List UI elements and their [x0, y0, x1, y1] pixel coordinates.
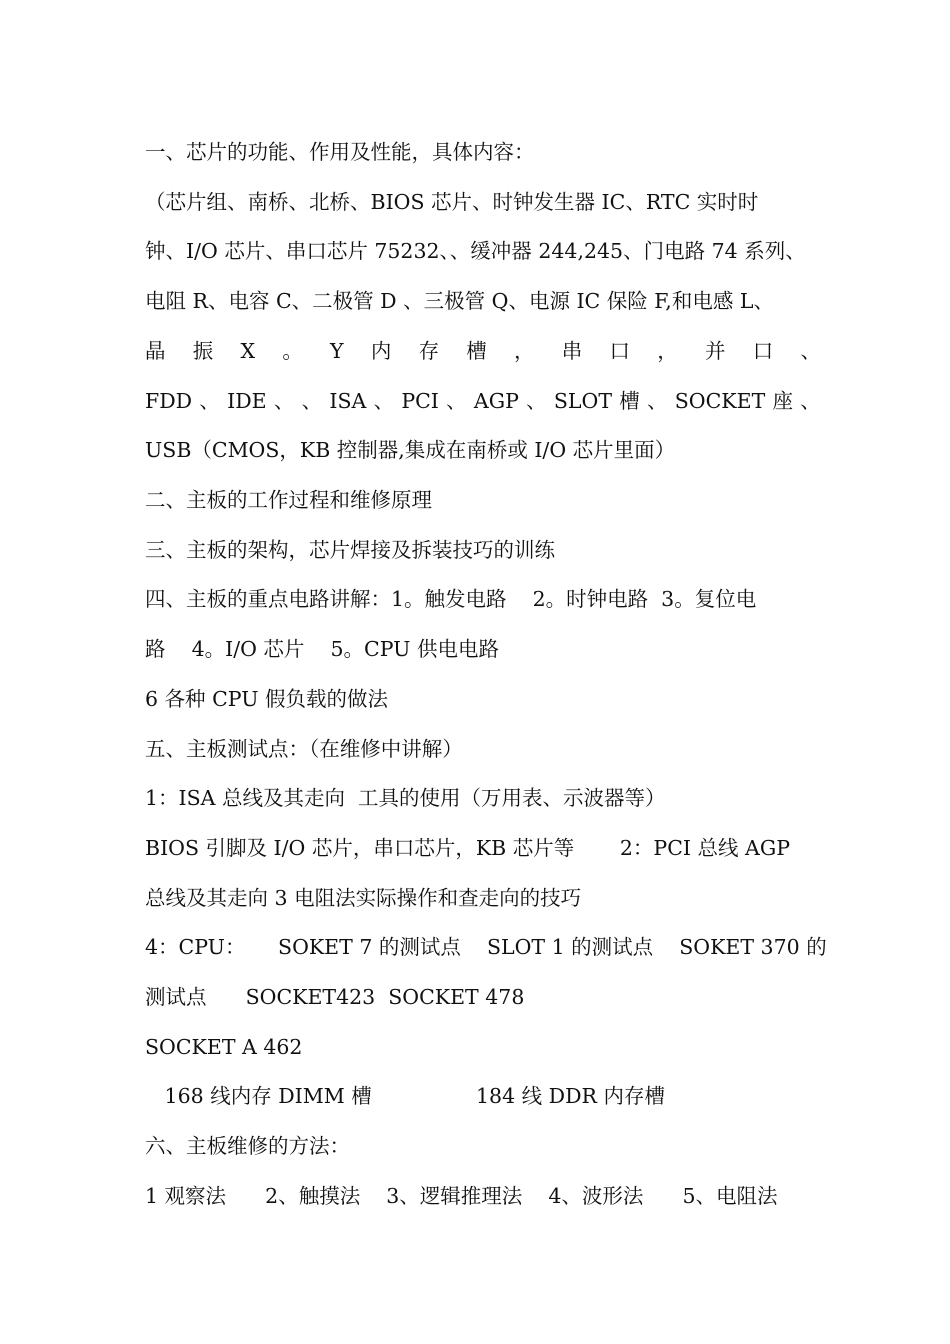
token: 、 [301, 389, 323, 413]
text-line: 总线及其走向 3 电阻法实际操作和查走向的技巧 [145, 886, 582, 910]
token: 晶 [145, 339, 166, 363]
token: FDD [145, 389, 193, 413]
token: 座 [772, 389, 794, 413]
token: SLOT [553, 389, 613, 413]
token: 内 [370, 339, 392, 363]
justified-line-6 [145, 387, 821, 415]
token: 、 [526, 389, 547, 413]
text-line: 1 观察法 2、触摸法 3、逻辑推理法 4、波形法 5、电阻法 [145, 1184, 778, 1208]
text-line: 6 各种 CPU 假负载的做法 [145, 687, 388, 711]
token: 槽 [619, 389, 640, 413]
token: 振 [192, 339, 214, 363]
token: 槽 [466, 339, 487, 363]
section-3-heading: 三、主板的架构，芯片焊接及拆装技巧的训练 [145, 538, 555, 562]
section-6-heading: 六、主板维修的方法： [145, 1134, 350, 1158]
token: AGP [473, 389, 519, 413]
section-5-heading: 五、主板测试点：（在维修中讲解） [145, 737, 463, 761]
section-2-heading: 二、主板的工作过程和维修原理 [145, 488, 432, 512]
token: 、 [800, 339, 821, 363]
section-4-heading: 四、主板的重点电路讲解：1。触发电路 2。时钟电路 3。复位电 [145, 587, 757, 611]
token: 、 [373, 389, 395, 413]
justified-line-5 [145, 337, 821, 365]
token: ， [514, 339, 535, 363]
text-line: SOCKET A 462 [145, 1035, 303, 1059]
token: PCI [401, 389, 439, 413]
token: X [240, 339, 256, 363]
token: ， [657, 339, 678, 363]
token: 。 [282, 339, 303, 363]
token: 口 [609, 339, 630, 363]
text-line: USB（CMOS，KB 控制器,集成在南桥或 I/O 芯片里面） [145, 438, 676, 462]
text-line: 路 4。I/O 芯片 5。CPU 供电电路 [145, 637, 499, 661]
token: IDE [227, 389, 267, 413]
text-line: 电阻 R、电容 C、二极管 D 、三极管 Q、电源 IC 保险 F,和电感 L、 [145, 289, 774, 313]
token: 、 [800, 389, 821, 413]
text-line: 1：ISA 总线及其走向 工具的使用（万用表、示波器等） [145, 786, 666, 810]
token: 、 [273, 389, 295, 413]
token: ISA [329, 389, 367, 413]
token: SOCKET [674, 389, 766, 413]
text-line: BIOS 引脚及 I/O 芯片，串口芯片，KB 芯片等 2：PCI 总线 AGP [145, 836, 791, 860]
text-line: 钟、I/O 芯片、串口芯片 75232、、缓冲器 244,245、门电路 74 系列、 [145, 239, 806, 263]
token: 、 [647, 389, 668, 413]
text-line: （芯片组、南桥、北桥、BIOS 芯片、时钟发生器 IC、RTC 实时时 [145, 190, 759, 214]
token: 、 [446, 389, 467, 413]
token: 并 [704, 339, 726, 363]
text-line: 测试点 SOCKET423 SOCKET 478 [145, 985, 525, 1009]
token: 串 [561, 339, 583, 363]
text-line: 168 线内存 DIMM 槽 184 线 DDR 内存槽 [145, 1084, 665, 1108]
token: 口 [752, 339, 774, 363]
section-1-heading: 一、芯片的功能、作用及性能，具体内容： [145, 140, 535, 164]
text-line: 4：CPU： SOKET 7 的测试点 SLOT 1 的测试点 SOKET 370 的 [145, 935, 827, 959]
token: 存 [418, 339, 440, 363]
token: Y [330, 339, 344, 363]
token: 、 [199, 389, 220, 413]
